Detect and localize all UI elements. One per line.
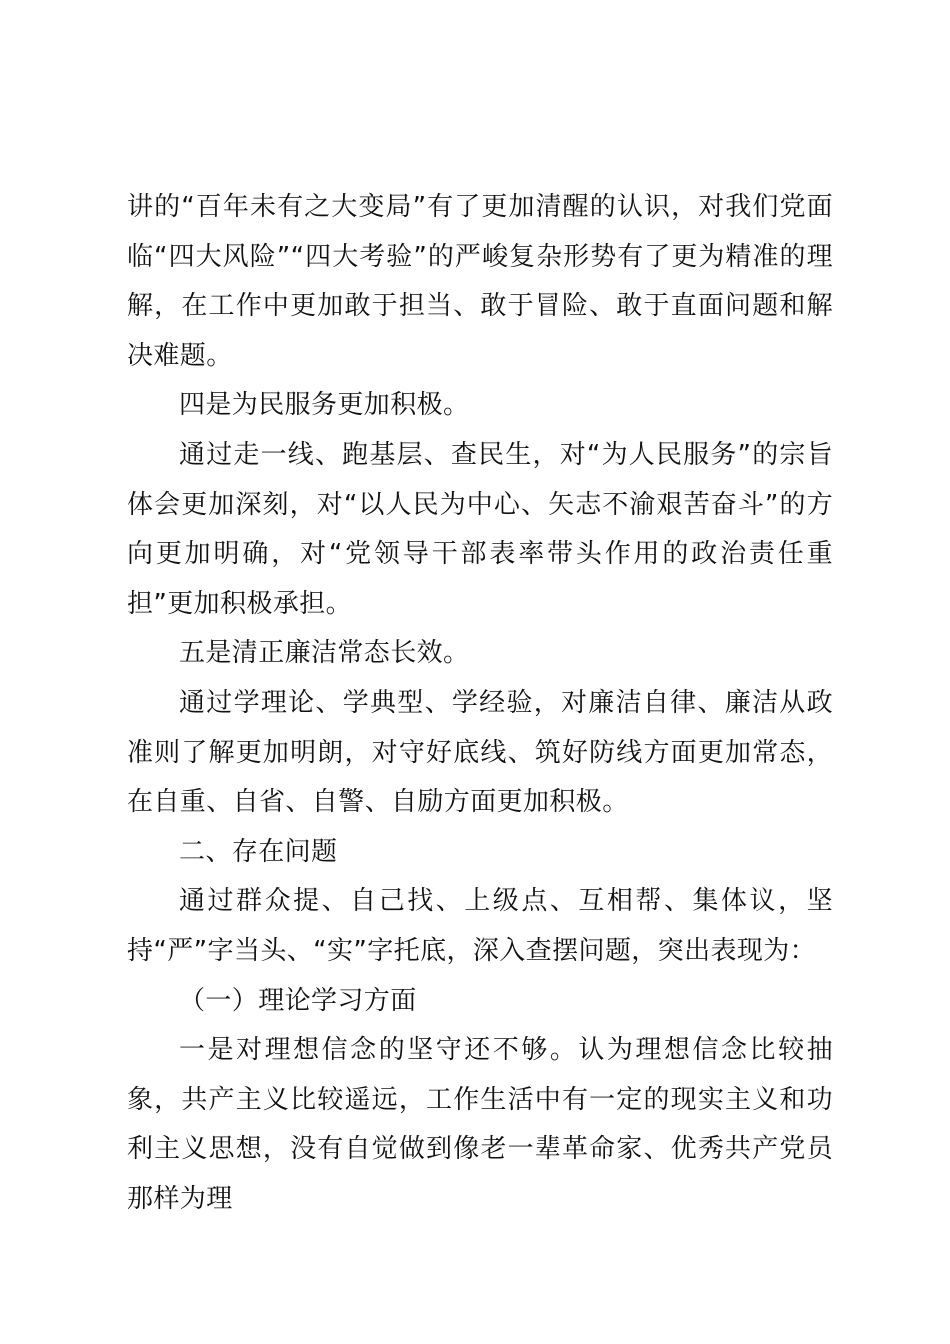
document-body <box>127 183 833 1224</box>
paragraph-ideals: 一是对理想信念的坚守还不够。认为理想信念比较抽象，共产主义比较遥远，工作生活中有一定的现实主义和功利主义思想，没有自觉做到像老一辈革命家、优秀共产党员那样为理 <box>127 1035 833 1214</box>
section-heading-problems: 二、存在问题 <box>179 836 338 867</box>
paragraph-service: 通过走一线、跑基层、查民生，对“为人民服务”的宗旨体会更加深刻，对“以人民为中心、矢志不渝艰苦奋斗”的方向更加明确，对“党领导干部表率带头作用的政治责任重担”更加积极承担。 <box>127 439 833 619</box>
paragraph-heading-four: 四是为民服务更加积极。 <box>179 390 470 421</box>
paragraph-heading-five: 五是清正廉洁常态长效。 <box>179 638 470 669</box>
paragraph-continuation: 讲的“百年未有之大变局”有了更加清醒的认识，对我们党面临“四大风险”“四大考验”的严峻复杂形势有了更为精准的理解，在工作中更加敢于担当、敢于冒险、敢于直面问题和解决难题。 <box>127 192 833 371</box>
paragraph-problems-intro: 通过群众提、自己找、上级点、互相帮、集体议，坚持“严”字当头、“实”字托底，深入查摆问题，突出表现为： <box>127 886 833 966</box>
subsection-heading-theory: （一）理论学习方面 <box>179 985 417 1016</box>
paragraph-integrity: 通过学理论、学典型、学经验，对廉洁自律、廉洁从政准则了解更加明朗，对守好底线、筑好防线方面更加常态，在自重、自省、自警、自励方面更加积极。 <box>127 687 833 818</box>
